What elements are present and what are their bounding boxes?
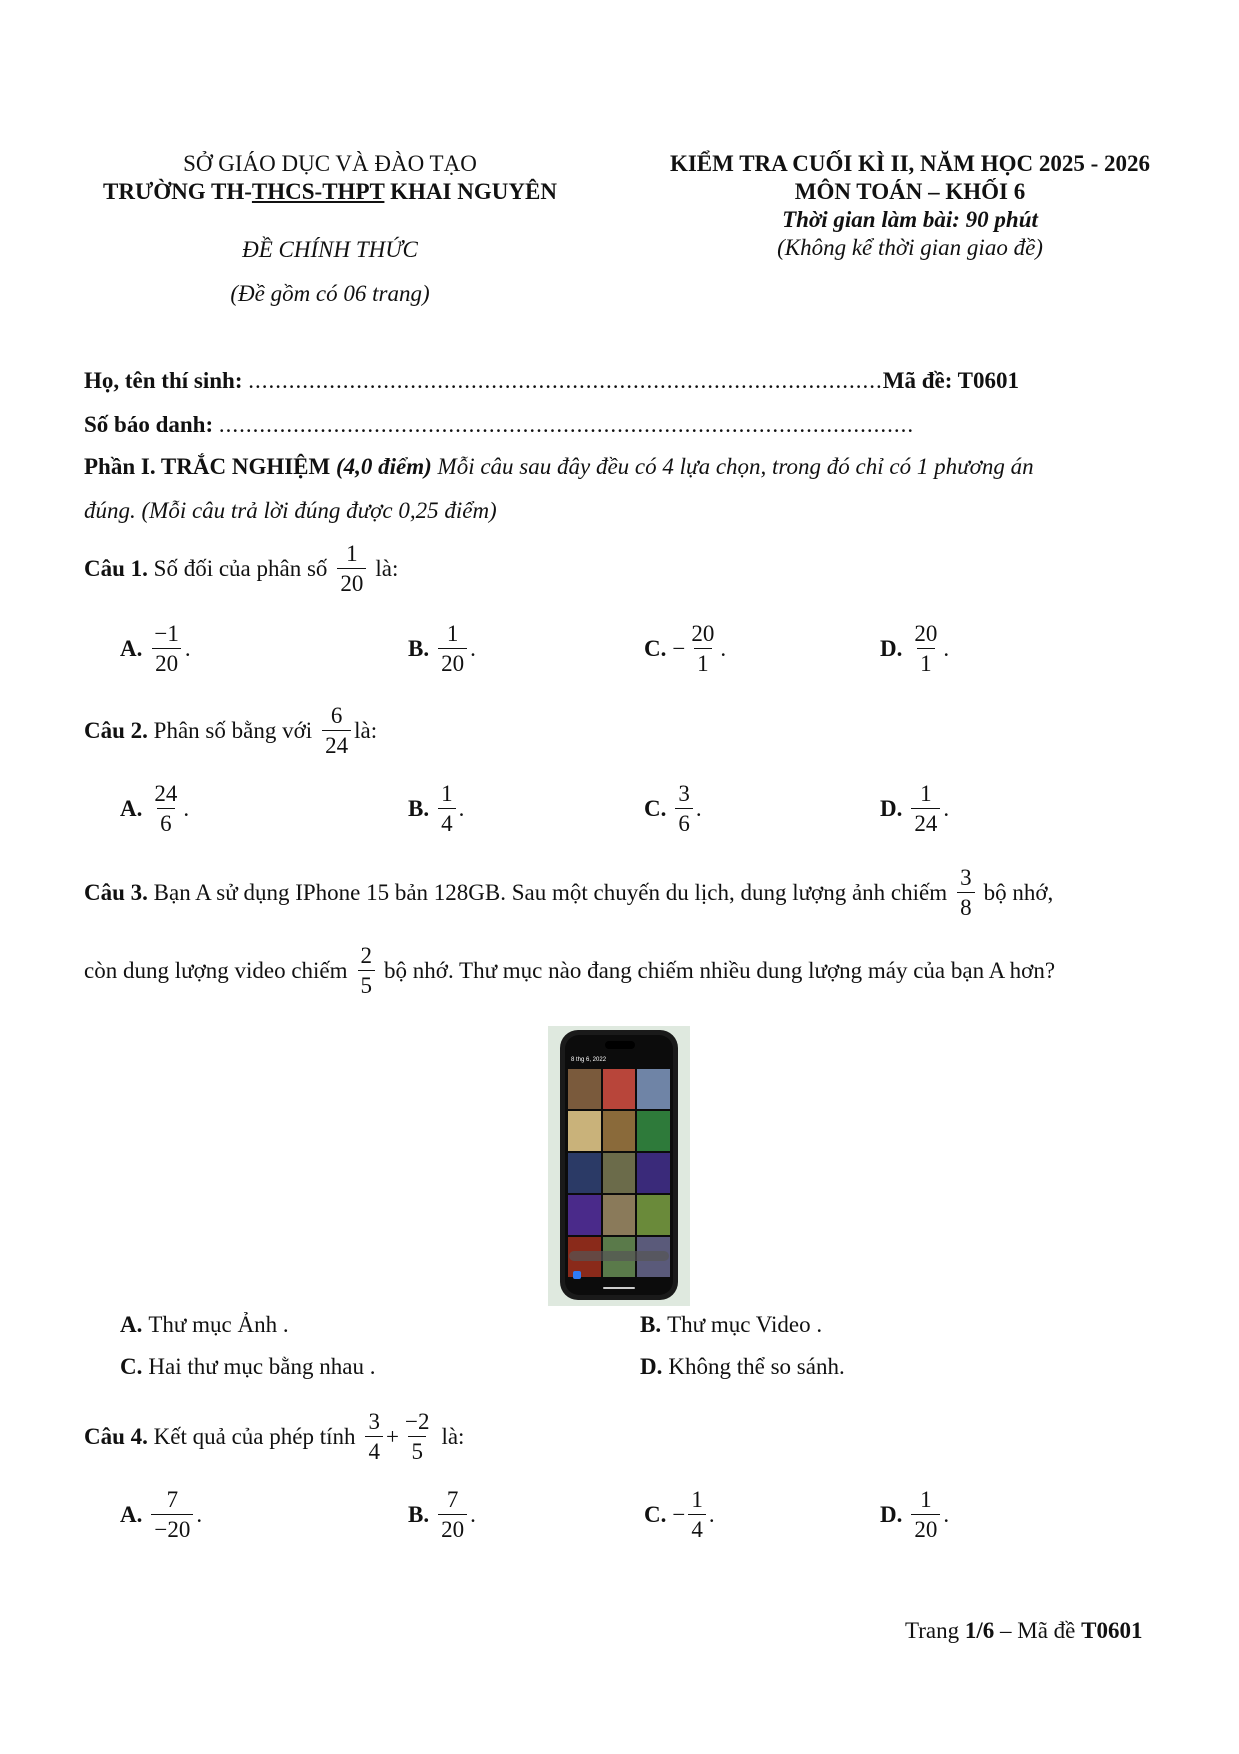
- option-fraction: $\frac{3}{6}$: [675, 782, 693, 835]
- option-c[interactable]: [120, 1354, 375, 1380]
- department-name: SỞ GIÁO DỤC VÀ ĐÀO TẠO: [183, 151, 477, 176]
- question-label: Câu 2.: [84, 717, 148, 743]
- photo-thumb: [637, 1195, 670, 1235]
- option-end: .: [708, 1501, 715, 1527]
- option-end: .: [470, 1501, 476, 1527]
- option-fraction: $\frac{1}{4}$: [688, 1488, 706, 1541]
- candidate-id-line: [84, 410, 914, 440]
- question-4: [84, 1410, 464, 1463]
- header-left: [60, 150, 600, 206]
- option-fraction: $\frac{1}{20}$: [438, 622, 467, 675]
- option-fraction: $\frac{-1}{20}$: [151, 622, 181, 675]
- question-label: Câu 1.: [84, 555, 148, 581]
- option-d[interactable]: [640, 1354, 845, 1380]
- question-tail: là:: [354, 717, 378, 743]
- exam-title: KIỂM TRA CUỐI KÌ II, NĂM HỌC 2025 - 2026: [669, 151, 1151, 176]
- pages-note: (Đề gồm có 06 trang): [230, 281, 430, 306]
- option-fraction: $\frac{7}{20}$: [438, 1488, 467, 1541]
- option-fraction: $\frac{24}{6}$: [154, 781, 178, 836]
- question-tail: bộ nhớ,: [983, 879, 1054, 905]
- photo-thumb: [637, 1069, 670, 1109]
- photo-thumb: [568, 1195, 601, 1235]
- candidate-name-field[interactable]: ..............................................................................................: [248, 368, 883, 393]
- fraction-b: $\frac{-2}{5}$: [404, 1409, 430, 1464]
- phone-body: [560, 1030, 678, 1300]
- option-label: C.: [120, 1354, 143, 1379]
- option-end: .: [695, 795, 702, 821]
- option-b[interactable]: [408, 1488, 476, 1541]
- option-end: .: [458, 795, 465, 821]
- part1-heading: [84, 452, 1034, 482]
- option-label: B.: [408, 795, 430, 821]
- option-d[interactable]: [880, 782, 949, 835]
- photos-tab-bar: [569, 1251, 669, 1261]
- part1-desc-cont: đúng. (Mỗi câu trả lời đúng được 0,25 điểm): [84, 498, 497, 523]
- photo-grid: [568, 1069, 670, 1277]
- option-text: Không thể so sánh.: [668, 1354, 845, 1379]
- option-label: D.: [880, 635, 903, 661]
- library-tab-icon: [573, 1271, 581, 1279]
- option-label: C.: [644, 795, 667, 821]
- option-a[interactable]: [120, 1488, 202, 1541]
- question-3-cont: [84, 944, 1055, 997]
- page-number: 1/6: [964, 1618, 995, 1643]
- option-fraction: $\frac{1}{4}$: [438, 782, 456, 835]
- question-label: Câu 3.: [84, 879, 148, 905]
- option-label: C.: [644, 1501, 667, 1527]
- iphone-photos-image: [548, 1026, 690, 1306]
- photo-thumb: [637, 1153, 670, 1193]
- option-end: .: [183, 795, 190, 821]
- question-tail: là:: [441, 1423, 465, 1449]
- question-text: còn dung lượng video chiếm: [84, 957, 348, 983]
- option-fraction: $\frac{20}{1}$: [914, 621, 938, 676]
- option-b[interactable]: [408, 622, 476, 675]
- option-label: B.: [640, 1312, 662, 1337]
- photo-thumb: [568, 1111, 601, 1151]
- photo-thumb: [568, 1069, 601, 1109]
- option-d[interactable]: [880, 1488, 949, 1541]
- option-d[interactable]: [880, 622, 949, 675]
- option-a[interactable]: [120, 1312, 289, 1338]
- option-label: A.: [120, 795, 143, 821]
- option-c[interactable]: [644, 782, 702, 835]
- part1-title: Phần I. TRẮC NGHIỆM: [84, 454, 331, 479]
- option-b[interactable]: [408, 782, 464, 835]
- question-text: Kết quả của phép tính: [153, 1423, 356, 1449]
- option-fraction: $\frac{20}{1}$: [691, 621, 715, 676]
- photos-date: 8 thg 6, 2022: [571, 1057, 607, 1063]
- option-end: .: [943, 635, 950, 661]
- option-label: A.: [120, 635, 143, 661]
- option-label: B.: [408, 1501, 430, 1527]
- question-fraction: $\frac{6}{24}$: [322, 704, 351, 757]
- exam-time: Thời gian làm bài: 90 phút: [782, 207, 1038, 232]
- option-text: Thư mục Video .: [667, 1312, 823, 1337]
- home-indicator: [603, 1287, 635, 1289]
- official-label: ĐỀ CHÍNH THỨC: [242, 237, 418, 262]
- candidate-id-label: Số báo danh:: [84, 412, 214, 437]
- question-3: [84, 866, 1053, 919]
- fraction-a: $\frac{3}{4}$: [365, 1410, 383, 1463]
- option-a[interactable]: [120, 782, 189, 835]
- candidate-name-label: Họ, tên thí sinh:: [84, 368, 243, 393]
- option-label: D.: [640, 1354, 663, 1379]
- option-sign: −: [672, 1501, 686, 1527]
- plus-operator: +: [385, 1423, 399, 1449]
- part1-desc: Mỗi câu sau đây đều có 4 lựa chọn, trong đó chỉ có 1 phương án: [437, 454, 1034, 479]
- photo-thumb: [568, 1153, 601, 1193]
- exam-code: Mã đề: T0601: [882, 368, 1020, 393]
- video-fraction: $\frac{2}{5}$: [358, 944, 376, 997]
- page-footer: Trang 1/6 – Mã đề T0601: [905, 1618, 1143, 1643]
- option-fraction: $\frac{1}{20}$: [911, 1488, 940, 1541]
- question-tail: bộ nhớ. Thư mục nào đang chiếm nhiều dung lượng máy của bạn A hơn?: [384, 957, 1056, 983]
- question-text: Số đối của phân số: [153, 555, 328, 581]
- photo-thumb: [603, 1069, 636, 1109]
- option-text: Thư mục Ảnh .: [148, 1312, 289, 1337]
- photo-thumb: [603, 1195, 636, 1235]
- option-label: D.: [880, 1501, 903, 1527]
- option-label: A.: [120, 1501, 143, 1527]
- phone-screen: [565, 1035, 673, 1295]
- option-end: .: [720, 635, 727, 661]
- question-tail: là:: [375, 555, 399, 581]
- option-sign: −: [672, 635, 686, 661]
- photo-thumb: [637, 1111, 670, 1151]
- option-fraction: $\frac{1}{24}$: [911, 782, 940, 835]
- candidate-name-line: [84, 366, 1019, 396]
- subject-title: MÔN TOÁN – KHỐI 6: [794, 179, 1026, 204]
- question-label: Câu 4.: [84, 1423, 148, 1449]
- option-label: B.: [408, 635, 430, 661]
- option-end: .: [184, 635, 191, 661]
- candidate-id-field[interactable]: .......................................................................................................: [218, 412, 915, 437]
- option-end: .: [943, 795, 950, 821]
- option-a[interactable]: [120, 622, 191, 675]
- option-label: C.: [644, 635, 667, 661]
- option-end: .: [943, 1501, 950, 1527]
- photo-thumb: [603, 1153, 636, 1193]
- dynamic-island: [605, 1041, 635, 1049]
- option-label: A.: [120, 1312, 143, 1337]
- school-name: TRƯỜNG TH-THCS-THPT KHAI NGUYÊN: [103, 179, 557, 204]
- question-1: [84, 542, 398, 595]
- option-c[interactable]: [644, 622, 726, 675]
- option-end: .: [470, 635, 476, 661]
- question-2: [84, 704, 377, 757]
- option-c[interactable]: [644, 1488, 715, 1541]
- photo-fraction: $\frac{3}{8}$: [957, 866, 975, 919]
- exam-time-note: (Không kể thời gian giao đề): [777, 235, 1043, 260]
- option-b[interactable]: [640, 1312, 822, 1338]
- option-fraction: $\frac{7}{-20}$: [151, 1488, 193, 1541]
- option-text: Hai thư mục bằng nhau .: [148, 1354, 376, 1379]
- photo-thumb: [603, 1111, 636, 1151]
- question-fraction: $\frac{1}{20}$: [337, 542, 366, 595]
- option-end: .: [196, 1501, 203, 1527]
- question-text: Bạn A sử dụng IPhone 15 bản 128GB. Sau một chuyến du lịch, dung lượng ảnh chiếm: [153, 879, 948, 905]
- part1-points: (4,0 điểm): [335, 454, 432, 479]
- header-right: [630, 150, 1190, 262]
- question-text: Phân số bằng với: [153, 717, 313, 743]
- option-label: D.: [880, 795, 903, 821]
- footer-exam-code: T0601: [1081, 1618, 1143, 1643]
